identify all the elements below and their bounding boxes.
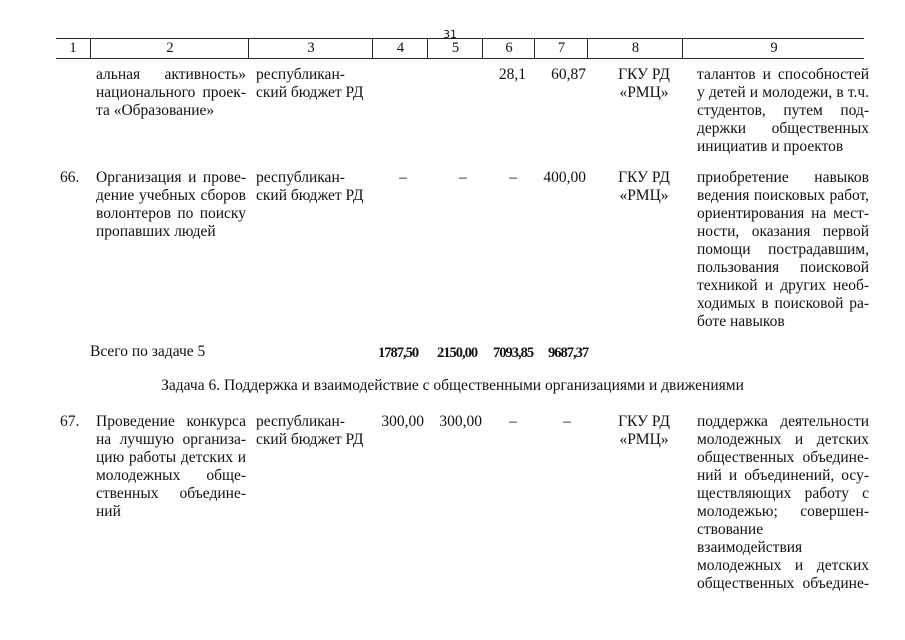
text-line: Организация и прове- xyxy=(96,169,246,186)
text-line: молодежных и детских xyxy=(697,557,869,574)
text-line: ний и объединений, осу- xyxy=(697,467,869,484)
header-col-1: 1 xyxy=(69,40,77,56)
text-line: ский бюджет РД xyxy=(256,431,364,448)
row-67-col7: – xyxy=(563,413,571,430)
text-line: та «Образование» xyxy=(96,102,215,119)
text-line: общественных объедине- xyxy=(697,575,869,592)
row-67-col6: – xyxy=(509,413,517,430)
header-col-6: 6 xyxy=(482,39,535,58)
total-col7: 9687,37 xyxy=(548,345,589,361)
text-line: «РМЦ» xyxy=(619,431,669,448)
row-67-executor xyxy=(602,413,686,449)
page-number: 31 xyxy=(443,28,457,41)
total-col4: 1787,50 xyxy=(378,345,419,361)
text-line: пользования поисковой xyxy=(697,259,869,276)
row-67-measure xyxy=(96,413,246,521)
row-66-col7: 400,00 xyxy=(543,169,586,186)
text-line: студентов, путем под- xyxy=(697,102,869,119)
header-col-2: 2 xyxy=(90,39,249,58)
row-66-result xyxy=(697,169,869,331)
cont-row-funding xyxy=(256,66,376,102)
text-line: общественных объедине- xyxy=(697,449,869,466)
text-line: ствование взаимодействия xyxy=(697,521,803,556)
text-line: республикан- xyxy=(256,413,345,430)
text-line: ходимых в поисковой ра- xyxy=(697,295,869,312)
text-line: помощи пострадавшим, xyxy=(697,241,869,258)
text-line: молодежью; совершен- xyxy=(697,503,869,520)
text-line: на лучшую организа- xyxy=(96,431,246,448)
text-line: ГКУ РД xyxy=(618,66,670,83)
text-line: ский бюджет РД xyxy=(256,84,364,101)
header-col-3: 3 xyxy=(248,39,373,58)
header-col-7: 7 xyxy=(534,39,588,58)
cont-row-measure xyxy=(96,66,246,120)
row-67-col5: 300,00 xyxy=(439,413,482,430)
text-line: дение учебных сборов xyxy=(96,187,246,204)
text-line: ности, оказания первой xyxy=(697,223,869,240)
cont-row-result xyxy=(697,66,869,156)
total-col6: 7093,85 xyxy=(493,345,534,361)
column-number-header xyxy=(56,38,864,59)
row-67-result xyxy=(697,413,869,593)
text-line: альная активность» xyxy=(96,66,246,83)
row-66-col6: – xyxy=(509,169,517,186)
row-66-executor xyxy=(602,169,686,205)
text-line: Проведение конкурса xyxy=(96,413,246,430)
text-line: держки общественных xyxy=(697,120,869,137)
total-col5: 2150,00 xyxy=(437,345,478,361)
text-line: волонтеров по поиску xyxy=(96,205,246,222)
text-line: ществляющих работу с xyxy=(697,485,869,502)
header-col-8: 8 xyxy=(587,39,683,58)
text-line: национального проек- xyxy=(96,84,246,101)
text-line: молодежных и детских xyxy=(697,431,869,448)
text-line: «РМЦ» xyxy=(619,187,669,204)
text-line: цию работы детских и xyxy=(96,449,246,466)
text-line: «РМЦ» xyxy=(619,84,669,101)
text-line: ственных объедине- xyxy=(96,485,246,502)
text-line: поддержка деятельности xyxy=(697,413,869,430)
text-line: ний xyxy=(96,503,121,520)
row-66-col5: – xyxy=(459,169,467,186)
row-66-measure xyxy=(96,169,246,241)
text-line: инициатив и проектов xyxy=(697,138,844,155)
row-66-number: 66. xyxy=(60,169,80,186)
section-heading: Задача 6. Поддержка и взаимодействие с общественными организациями и движениями xyxy=(161,377,744,394)
text-line: талантов и способностей xyxy=(697,66,869,83)
total-label: Всего по задаче 5 xyxy=(90,343,206,360)
cont-row-executor xyxy=(602,66,686,102)
text-line: у детей и молодежи, в т.ч. xyxy=(697,84,869,101)
text-line: республикан- xyxy=(256,66,345,83)
row-67-col4: 300,00 xyxy=(381,413,424,430)
text-line: республикан- xyxy=(256,169,345,186)
text-line: пропавших людей xyxy=(96,223,216,240)
row-66-funding xyxy=(256,169,376,205)
row-66-col4: – xyxy=(399,169,407,186)
text-line: ский бюджет РД xyxy=(256,187,364,204)
text-line: боте навыков xyxy=(697,313,785,330)
text-line: молодежных обще- xyxy=(96,467,246,484)
row-67-funding xyxy=(256,413,376,449)
text-line: приобретение навыков xyxy=(697,169,869,186)
header-col-4: 4 xyxy=(372,39,428,58)
cont-row-col7: 60,87 xyxy=(551,66,586,83)
cont-row-col6: 28,1 xyxy=(498,66,526,83)
text-line: ориентирования на мест- xyxy=(697,205,869,222)
text-line: техникой и других необ- xyxy=(697,277,869,294)
header-col-9: 9 xyxy=(682,39,865,58)
text-line: ведения поисковых работ, xyxy=(697,187,869,204)
row-67-number: 67. xyxy=(60,413,80,430)
text-line: ГКУ РД xyxy=(618,169,670,186)
header-col-5: 5 xyxy=(427,39,483,58)
text-line: ГКУ РД xyxy=(618,413,670,430)
